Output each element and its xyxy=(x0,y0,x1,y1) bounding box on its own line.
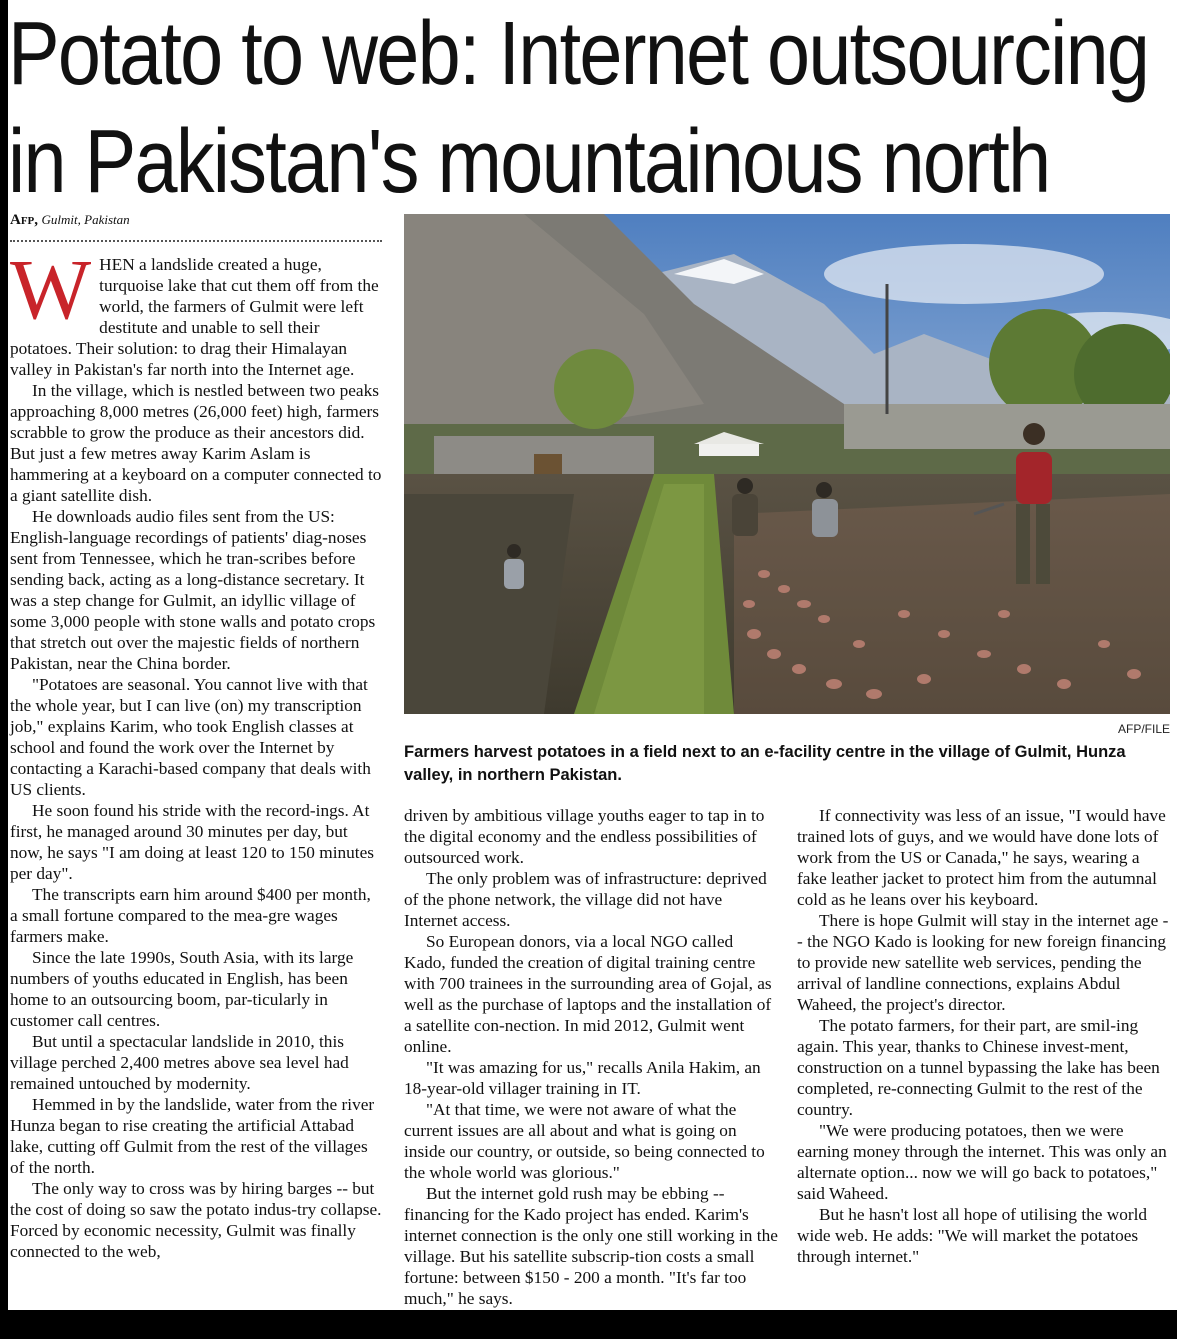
paragraph: But the internet gold rush may be ebbing -- financing for the Kado project has ended. Karim's internet connection is the only one still working in the village. But his satellite subscrip-tion costs a small fortune: between $150 - 200 a month. "It's far too much," he says. xyxy=(404,1184,778,1308)
paragraph: driven by ambitious village youths eager to tap in to the digital economy and the endless possibilities of outsourced work. xyxy=(404,806,765,867)
byline-agency: Afp, xyxy=(10,212,39,228)
paragraph: He downloads audio files sent from the US: English-language recordings of patients' diag-noses sent from Tennessee, which he tran-scribes before sending back, acting as a long-distance secretary. It was a step change for Gulmit, an idyllic village of some 3,000 people with stone walls and potato crops that stretch out over the majestic fields of northern Pakistan, near the China border. xyxy=(10,507,376,673)
paragraph: The only way to cross was by hiring barges -- but the cost of doing so saw the potato indus-try collapse. Forced by economic necessity, Gulmit was finally connected to the web, xyxy=(10,1179,382,1261)
article-photo xyxy=(404,214,1170,714)
paragraph-text: HEN a landslide created a huge, turquoise lake that cut them off from the world, the farmers of Gulmit were left destitute and unable to sell their potatoes. Their solution: to drag their Himalayan valley in Pakistan's far north into the Internet age. xyxy=(10,255,379,379)
paragraph: "Potatoes are seasonal. You cannot live with that the whole year, but I can live (on) my transcription job," explains Karim, who took English classes at school and found the work over the Internet by contacting a Karachi-based company that deals with US clients. xyxy=(10,675,371,799)
paragraph: The transcripts earn him around $400 per month, a small fortune compared to the mea-gre wages farmers make. xyxy=(10,885,371,946)
article-column-2 xyxy=(404,805,778,1309)
article-column-3 xyxy=(797,805,1171,1267)
headline xyxy=(8,0,1149,216)
lead-paragraph xyxy=(10,241,382,380)
paragraph: "It was amazing for us," recalls Anila Hakim, an 18-year-old villager training in IT. xyxy=(404,1058,761,1098)
drop-cap: W xyxy=(10,241,92,337)
paragraph: The only problem was of infrastructure: deprived of the phone network, the village did not have Internet access. xyxy=(404,869,767,930)
paragraph: He soon found his stride with the record-ings. At first, he managed around 30 minutes per day, but now, he says "I am doing at least 120 to 150 minutes per day". xyxy=(10,801,374,883)
article-column-1 xyxy=(10,241,382,1262)
photo-credit: AFP/FILE xyxy=(1117,722,1170,736)
byline-place: Gulmit, Pakistan xyxy=(41,212,130,227)
headline-line-2: in Pakistan's mountainous north xyxy=(8,112,1050,212)
paragraph: Hemmed in by the landslide, water from the river Hunza began to rise creating the artificial Attabad lake, cutting off Gulmit from the rest of the villages of the north. xyxy=(10,1095,375,1177)
byline xyxy=(10,212,130,229)
potato-field-illustration xyxy=(404,214,1170,714)
paragraph: "We were producing potatoes, then we were earning money through the internet. This was only an alternate option... now we will go back to potatoes," said Waheed. xyxy=(797,1121,1167,1203)
paragraph: So European donors, via a local NGO called Kado, funded the creation of digital training centre with 700 trainees in the surrounding area of Gojal, as well as the purchase of laptops and the installation of a satellite con-nection. In mid 2012, Gulmit went online. xyxy=(404,932,772,1056)
headline-line-1: Potato to web: Internet outsourcing xyxy=(8,4,1149,104)
newspaper-page xyxy=(8,0,1177,1310)
paragraph: If connectivity was less of an issue, "I would have trained lots of guys, and we would have done lots of work from the US or Canada," he says, wearing a fake leather jacket to protect him from the autumnal cold as he leans over his keyboard. xyxy=(797,806,1166,909)
paragraph: "At that time, we were not aware of what the current issues are all about and what is going on inside our country, or outside, so being connected to the whole world was glorious." xyxy=(404,1100,765,1182)
paragraph: But until a spectacular landslide in 2010, this village perched 2,400 metres above sea level had remained untouched by modernity. xyxy=(10,1032,349,1093)
paragraph: There is hope Gulmit will stay in the internet age -- the NGO Kado is looking for new foreign financing to provide new satellite web services, pending the arrival of landline connections, explains Abdul Waheed, the project's director. xyxy=(797,911,1169,1014)
paragraph: The potato farmers, for their part, are smil-ing again. This year, thanks to Chinese invest-ment, construction on a tunnel bypassing the lake has been completed, re-connecting Gulmit to the rest of the country. xyxy=(797,1016,1160,1119)
paragraph: Since the late 1990s, South Asia, with its large numbers of youths educated in English, has been home to an outsourcing boom, par-ticularly in customer call centres. xyxy=(10,948,354,1030)
photo-caption: Farmers harvest potatoes in a field next to an e-facility centre in the village of Gulmit, Hunza valley, in northern Pakistan. xyxy=(404,743,1126,784)
paragraph: In the village, which is nestled between two peaks approaching 8,000 metres (26,000 feet) high, farmers scrabble to grow the produce as their ancestors did. But just a few metres away Karim Aslam is hammering at a keyboard on a computer connected to a giant satellite dish. xyxy=(10,381,382,505)
paragraph: But he hasn't lost all hope of utilising the world wide web. He adds: "We will market the potatoes through internet." xyxy=(797,1205,1148,1266)
